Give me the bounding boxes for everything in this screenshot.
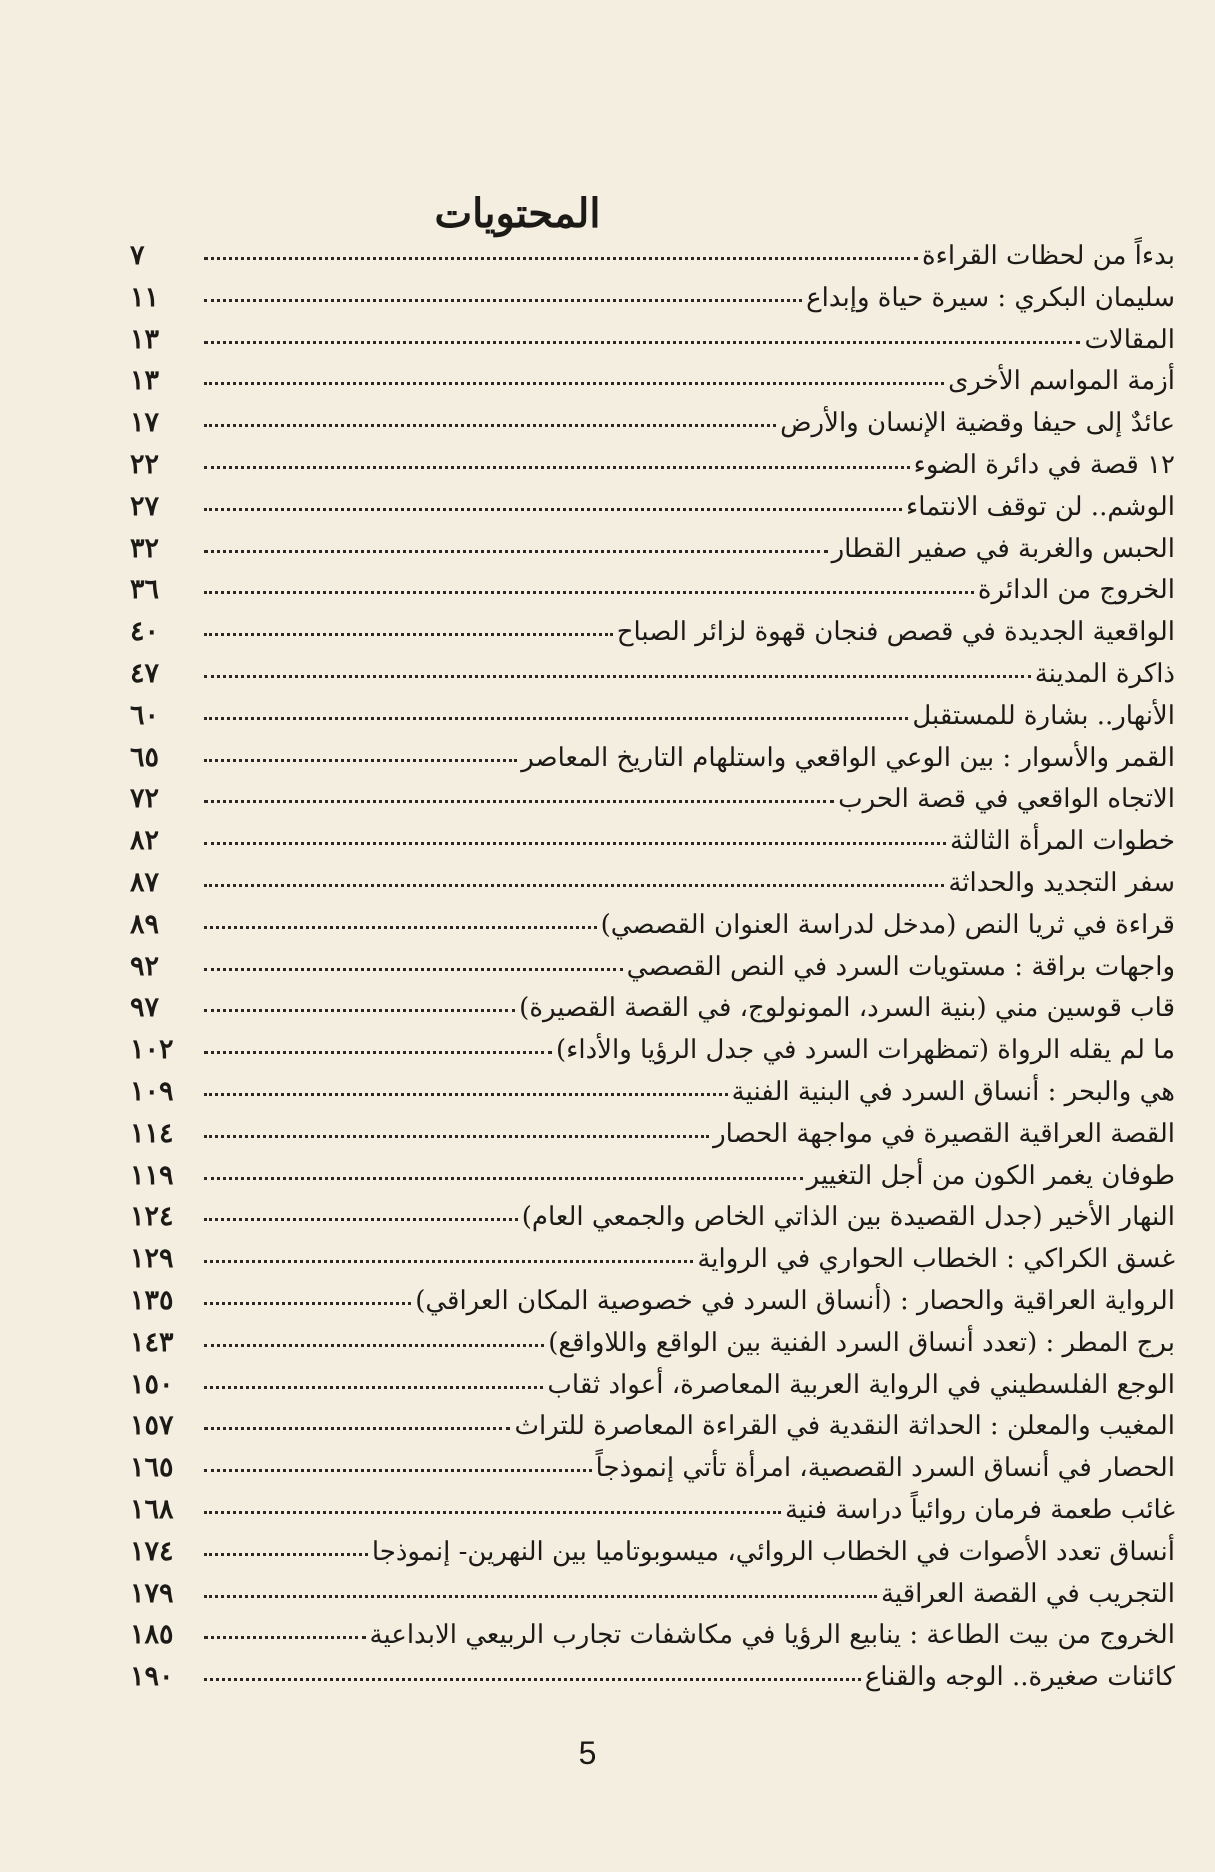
toc-entry-title: الأنهار.. بشارة للمستقبل <box>912 700 1175 731</box>
toc-entry <box>130 407 1175 449</box>
toc-entry-title: التجريب في القصة العراقية <box>880 1578 1175 1609</box>
toc-entry-title: سفر التجديد والحداثة <box>948 867 1175 898</box>
toc-entry-title: برج المطر : (تعدد أنساق السرد الفنية بين الواقع واللاواقع) <box>548 1327 1175 1358</box>
leader-dots <box>204 1553 368 1556</box>
toc-entry <box>130 1369 1175 1411</box>
toc-entry <box>130 1285 1175 1327</box>
toc-entry-page: ١٥٠ <box>130 1368 174 1400</box>
toc-entry-page: ١٣ <box>130 323 160 355</box>
toc-entry-page: ١٢٩ <box>130 1243 174 1275</box>
toc-entry <box>130 1034 1175 1076</box>
toc-entry-title: قراءة في ثريا النص (مدخل لدراسة العنوان القصصي) <box>600 909 1175 940</box>
toc-entry <box>130 742 1175 784</box>
leader-dots <box>204 1218 518 1221</box>
leader-dots <box>204 1427 510 1430</box>
toc-entry-title: هي والبحر : أنساق السرد في البنية الفنية <box>731 1076 1175 1107</box>
toc-entry-page: ٢٧ <box>130 490 160 522</box>
toc-entry-title: الخروج من بيت الطاعة : ينابيع الرؤيا في مكاشفات تجارب الربيعي الابداعية <box>369 1620 1175 1651</box>
leader-dots <box>204 842 946 845</box>
leader-dots <box>204 1511 781 1514</box>
toc-entry <box>130 1452 1175 1494</box>
leader-dots <box>204 508 902 511</box>
leader-dots <box>204 466 910 469</box>
toc-entry-page: ٣٦ <box>130 574 160 606</box>
toc-entry-title: الحبس والغربة في صفير القطار <box>831 533 1175 564</box>
toc-entry-page: ١١٩ <box>130 1159 174 1191</box>
leader-dots <box>204 1636 366 1639</box>
leader-dots <box>204 1386 543 1389</box>
toc-entry-page: ١٣٥ <box>130 1284 174 1316</box>
toc-entry <box>130 324 1175 366</box>
toc-entry-title: الاتجاه الواقعي في قصة الحرب <box>838 784 1175 815</box>
leader-dots <box>204 1678 861 1681</box>
toc-entry <box>130 1578 1175 1620</box>
toc-entry-page: ١٧ <box>130 407 160 439</box>
toc-entry-page: ٩٢ <box>130 950 160 982</box>
table-of-contents <box>130 240 1175 1703</box>
toc-entry <box>130 700 1175 742</box>
toc-entry-page: ١٥٧ <box>130 1410 174 1442</box>
toc-entry-page: ٦٠ <box>130 699 160 731</box>
toc-entry-title: القمر والأسوار : بين الوعي الواقعي واستلهام التاريخ المعاصر <box>521 742 1175 773</box>
toc-entry-title: ما لم يقله الرواة (تمظهرات السرد في جدل الرؤيا والأداء) <box>555 1035 1175 1066</box>
toc-entry <box>130 909 1175 951</box>
leader-dots <box>204 717 908 720</box>
leader-dots <box>204 1009 515 1012</box>
toc-entry <box>130 449 1175 491</box>
leader-dots <box>204 1135 709 1138</box>
toc-entry-page: ١٧٤ <box>130 1535 174 1567</box>
toc-entry <box>130 1494 1175 1536</box>
toc-entry-title: الحصار في أنساق السرد القصصية، امرأة تأتي إنموذجاً <box>595 1453 1175 1484</box>
toc-entry <box>130 783 1175 825</box>
toc-entry-title: طوفان يغمر الكون من أجل التغيير <box>806 1160 1175 1191</box>
leader-dots <box>204 1177 803 1180</box>
toc-entry-page: ١١٤ <box>130 1117 174 1149</box>
toc-entry-title: الخروج من الدائرة <box>977 575 1175 606</box>
toc-entry <box>130 616 1175 658</box>
toc-entry-title: كائنات صغيرة.. الوجه والقناع <box>864 1662 1175 1693</box>
toc-entry-title: واجهات براقة : مستويات السرد في النص القصصي <box>626 951 1175 982</box>
toc-entry-title: الوجع الفلسطيني في الرواية العربية المعاصرة، أعواد ثقاب <box>547 1369 1175 1400</box>
toc-entry-page: ٤٧ <box>130 657 160 689</box>
leader-dots <box>204 1469 592 1472</box>
leader-dots <box>204 257 918 260</box>
leader-dots <box>204 759 517 762</box>
toc-entry <box>130 825 1175 867</box>
toc-entry <box>130 365 1175 407</box>
toc-entry-title: النهار الأخير (جدل القصيدة بين الذاتي الخاص والجمعي العام) <box>521 1202 1175 1233</box>
leader-dots <box>204 1093 728 1096</box>
leader-dots <box>204 591 974 594</box>
toc-entry <box>130 1536 1175 1578</box>
toc-entry-page: ١٧٩ <box>130 1577 174 1609</box>
toc-entry-page: ٤٠ <box>130 616 160 648</box>
toc-entry <box>130 282 1175 324</box>
toc-entry-page: ١١ <box>130 281 160 313</box>
toc-entry <box>130 867 1175 909</box>
leader-dots <box>204 424 776 427</box>
toc-entry-title: الرواية العراقية والحصار : (أنساق السرد في خصوصية المكان العراقي) <box>415 1285 1175 1316</box>
leader-dots <box>204 1595 877 1598</box>
toc-entry-title: غسق الكراكي : الخطاب الحواري في الرواية <box>697 1244 1175 1275</box>
page-title: المحتويات <box>434 190 601 237</box>
leader-dots <box>204 1260 693 1263</box>
leader-dots <box>204 341 1080 344</box>
leader-dots <box>204 675 1031 678</box>
toc-entry <box>130 992 1175 1034</box>
toc-entry <box>130 574 1175 616</box>
toc-entry-title: المغيب والمعلن : الحداثة النقدية في القراءة المعاصرة للتراث <box>514 1411 1175 1442</box>
toc-entry <box>130 1243 1175 1285</box>
toc-entry <box>130 1619 1175 1661</box>
toc-entry-page: ٣٢ <box>130 532 160 564</box>
leader-dots <box>204 884 944 887</box>
toc-entry <box>130 1160 1175 1202</box>
toc-entry-page: ١٣ <box>130 365 160 397</box>
toc-entry <box>130 240 1175 282</box>
toc-entry <box>130 1410 1175 1452</box>
toc-entry <box>130 533 1175 575</box>
toc-entry-page: ١٦٥ <box>130 1452 174 1484</box>
toc-entry-title: خطوات المرأة الثالثة <box>949 826 1175 857</box>
toc-entry <box>130 1327 1175 1369</box>
toc-entry-page: ٩٧ <box>130 992 160 1024</box>
toc-entry-page: ٧ <box>130 240 145 271</box>
toc-entry <box>130 1076 1175 1118</box>
toc-entry-page: ١٢٤ <box>130 1201 174 1233</box>
toc-entry <box>130 658 1175 700</box>
toc-entry-page: ١٠٩ <box>130 1075 174 1107</box>
toc-entry <box>130 1118 1175 1160</box>
toc-entry-title: ١٢ قصة في دائرة الضوء <box>913 449 1175 480</box>
leader-dots <box>204 550 828 553</box>
toc-entry-title: الواقعية الجديدة في قصص فنجان قهوة لزائر الصباح <box>616 617 1175 648</box>
toc-entry-title: قاب قوسين مني (بنية السرد، المونولوج، في القصة القصيرة) <box>519 993 1175 1024</box>
leader-dots <box>204 800 834 803</box>
toc-entry <box>130 1201 1175 1243</box>
toc-entry-title: عائدٌ إلى حيفا وقضية الإنسان والأرض <box>780 408 1175 439</box>
toc-entry-title: غائب طعمة فرمان روائياً دراسة فنية <box>784 1494 1175 1525</box>
leader-dots <box>204 382 944 385</box>
toc-entry <box>130 951 1175 993</box>
page-number: 5 <box>578 1735 597 1771</box>
toc-entry-title: المقالات <box>1084 324 1175 355</box>
toc-entry-title: أنساق تعدد الأصوات في الخطاب الروائي، ميسوبوتاميا بين النهرين- إنموذجا <box>371 1536 1175 1567</box>
leader-dots <box>204 968 623 971</box>
toc-entry-page: ٦٥ <box>130 741 160 773</box>
toc-entry-title: أزمة المواسم الأخرى <box>948 366 1175 397</box>
leader-dots <box>204 299 802 302</box>
toc-entry-title: سليمان البكري : سيرة حياة وإبداع <box>806 282 1175 313</box>
toc-entry <box>130 1661 1175 1703</box>
toc-entry <box>130 491 1175 533</box>
toc-entry-page: ٨٩ <box>130 908 160 940</box>
leader-dots <box>204 1344 544 1347</box>
toc-entry-page: ١٤٣ <box>130 1326 174 1358</box>
toc-entry-title: القصة العراقية القصيرة في مواجهة الحصار <box>713 1118 1175 1149</box>
leader-dots <box>204 1051 552 1054</box>
toc-entry-page: ١٨٥ <box>130 1619 174 1651</box>
toc-entry-page: ٢٢ <box>130 448 160 480</box>
toc-entry-page: ٨٢ <box>130 825 160 857</box>
leader-dots <box>204 1302 411 1305</box>
toc-entry-title: الوشم.. لن توقف الانتماء <box>905 491 1175 522</box>
toc-entry-title: ذاكرة المدينة <box>1034 658 1175 689</box>
toc-entry-page: ١٩٠ <box>130 1661 174 1693</box>
toc-entry-page: ٧٢ <box>130 783 160 815</box>
toc-entry-page: ١٦٨ <box>130 1493 174 1525</box>
leader-dots <box>204 633 613 636</box>
leader-dots <box>204 926 597 929</box>
toc-entry-title: بدءاً من لحظات القراءة <box>922 241 1175 271</box>
toc-entry-page: ١٠٢ <box>130 1034 174 1066</box>
toc-entry-page: ٨٧ <box>130 866 160 898</box>
